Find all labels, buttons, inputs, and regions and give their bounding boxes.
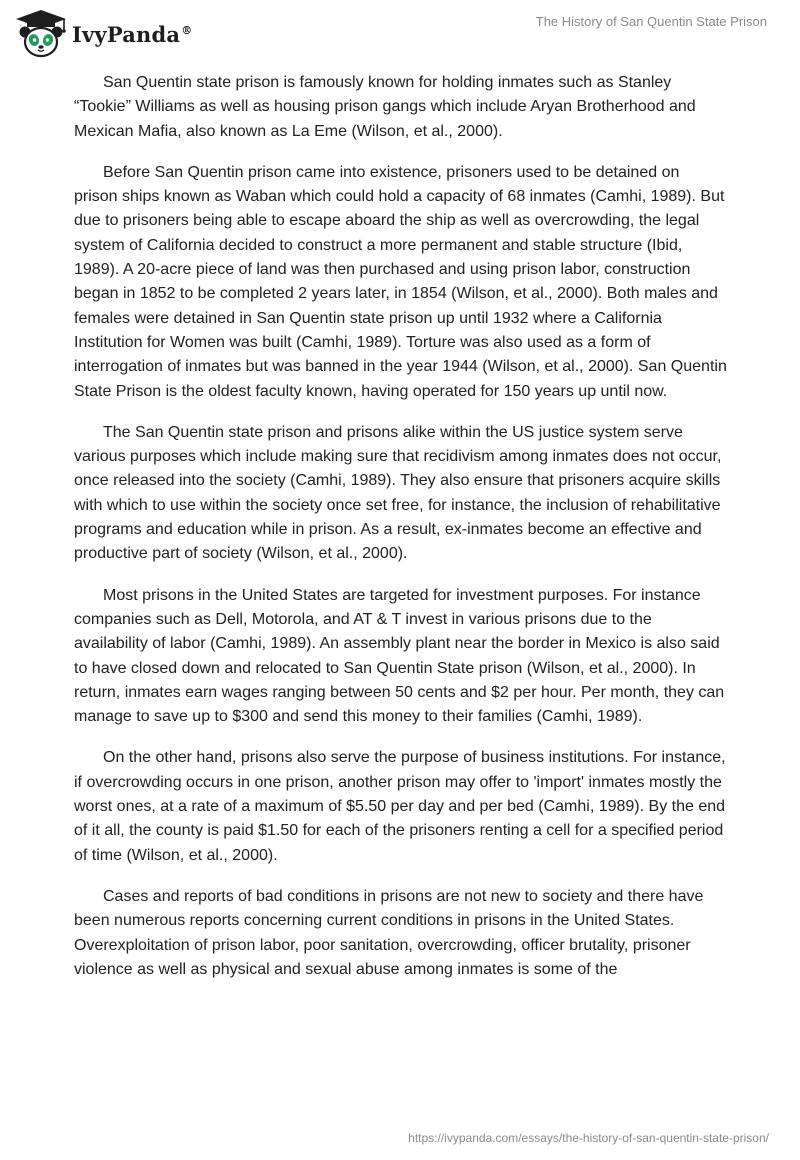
paragraph: San Quentin state prison is famously known for holding inmates such as Stanley “Tookie” Williams as well as housing prison gangs which include Aryan Brotherhood and Mexican Mafia, also known as La Eme (Wilson, et al., 2000).	[74, 74, 696, 140]
panda-graduate-icon	[14, 8, 68, 58]
paragraph: On the other hand, prisons also serve the purpose of business institutions. For instance, if overcrowding occurs in one prison, another prison may offer to 'import' inmates mostly the worst ones, at a rate of a maximum of $5.50 per day and per bed (Camhi, 1989). By the end of it all, the county is paid $1.50 for each of the prisoners renting a cell for a specified period of time (Wilson, et al., 2000).	[74, 749, 726, 864]
registered-mark: ®	[181, 23, 193, 37]
essay-body	[74, 71, 727, 999]
source-url[interactable]: https://ivypanda.com/essays/the-history-of-san-quentin-state-prison/	[408, 1131, 769, 1145]
paragraph: The San Quentin state prison and prisons alike within the US justice system serve various purposes which include making sure that recidivism among inmates does not occur, once released into the society (Camhi, 1989). They also ensure that prisoners acquire skills with which to use within the society once set free, for instance, the inclusion of rehabilitative programs and education while in prison. As a result, ex-inmates become an effective and productive part of society (Wilson, et al., 2000).	[74, 423, 722, 563]
document-title: The History of San Quentin State Prison	[535, 14, 767, 29]
paragraph: Before San Quentin prison came into existence, prisoners used to be detained on prison ships known as Waban which could hold a capacity of 68 inmates (Camhi, 1989). But due to prisoners being able to escape aboard the ship as well as overcrowding, the legal system of California decided to construct a more permanent and stable structure (Ibid, 1989). A 20-acre piece of land was then purchased and using prison labor, construction began in 1852 to be completed 2 years later, in 1854 (Wilson, et al., 2000). Both males and females were detained in San Quentin state prison up until 1932 where a California Institution for Women was built (Camhi, 1989). Torture was also used as a form of interrogation of inmates but was banned in the year 1944 (Wilson, et al., 2000). San Quentin State Prison is the oldest faculty known, having operated for 150 years up until now.	[74, 163, 727, 400]
ivypanda-logo[interactable]	[14, 8, 192, 58]
page-header	[0, 0, 800, 64]
paragraph: Cases and reports of bad conditions in prisons are not new to society and there have been numerous reports concerning current conditions in prisons in the United States. Overexploitation of prison labor, poor sanitation, overcrowding, officer brutality, prisoner violence as well as physical and sexual abuse among inmates is some of the	[74, 887, 704, 978]
paragraph: Most prisons in the United States are targeted for investment purposes. For instance companies such as Dell, Motorola, and AT & T invest in various prisons due to the availability of labor (Camhi, 1989). An assembly plant near the border in Mexico is also said to have closed down and relocated to San Quentin State prison (Wilson, et al., 2000). In return, inmates earn wages ranging between 50 cents and $2 per hour. Per month, they can manage to save up to $300 and send this money to their families (Camhi, 1989).	[74, 586, 725, 726]
brand-name: IvyPanda®	[72, 21, 193, 47]
